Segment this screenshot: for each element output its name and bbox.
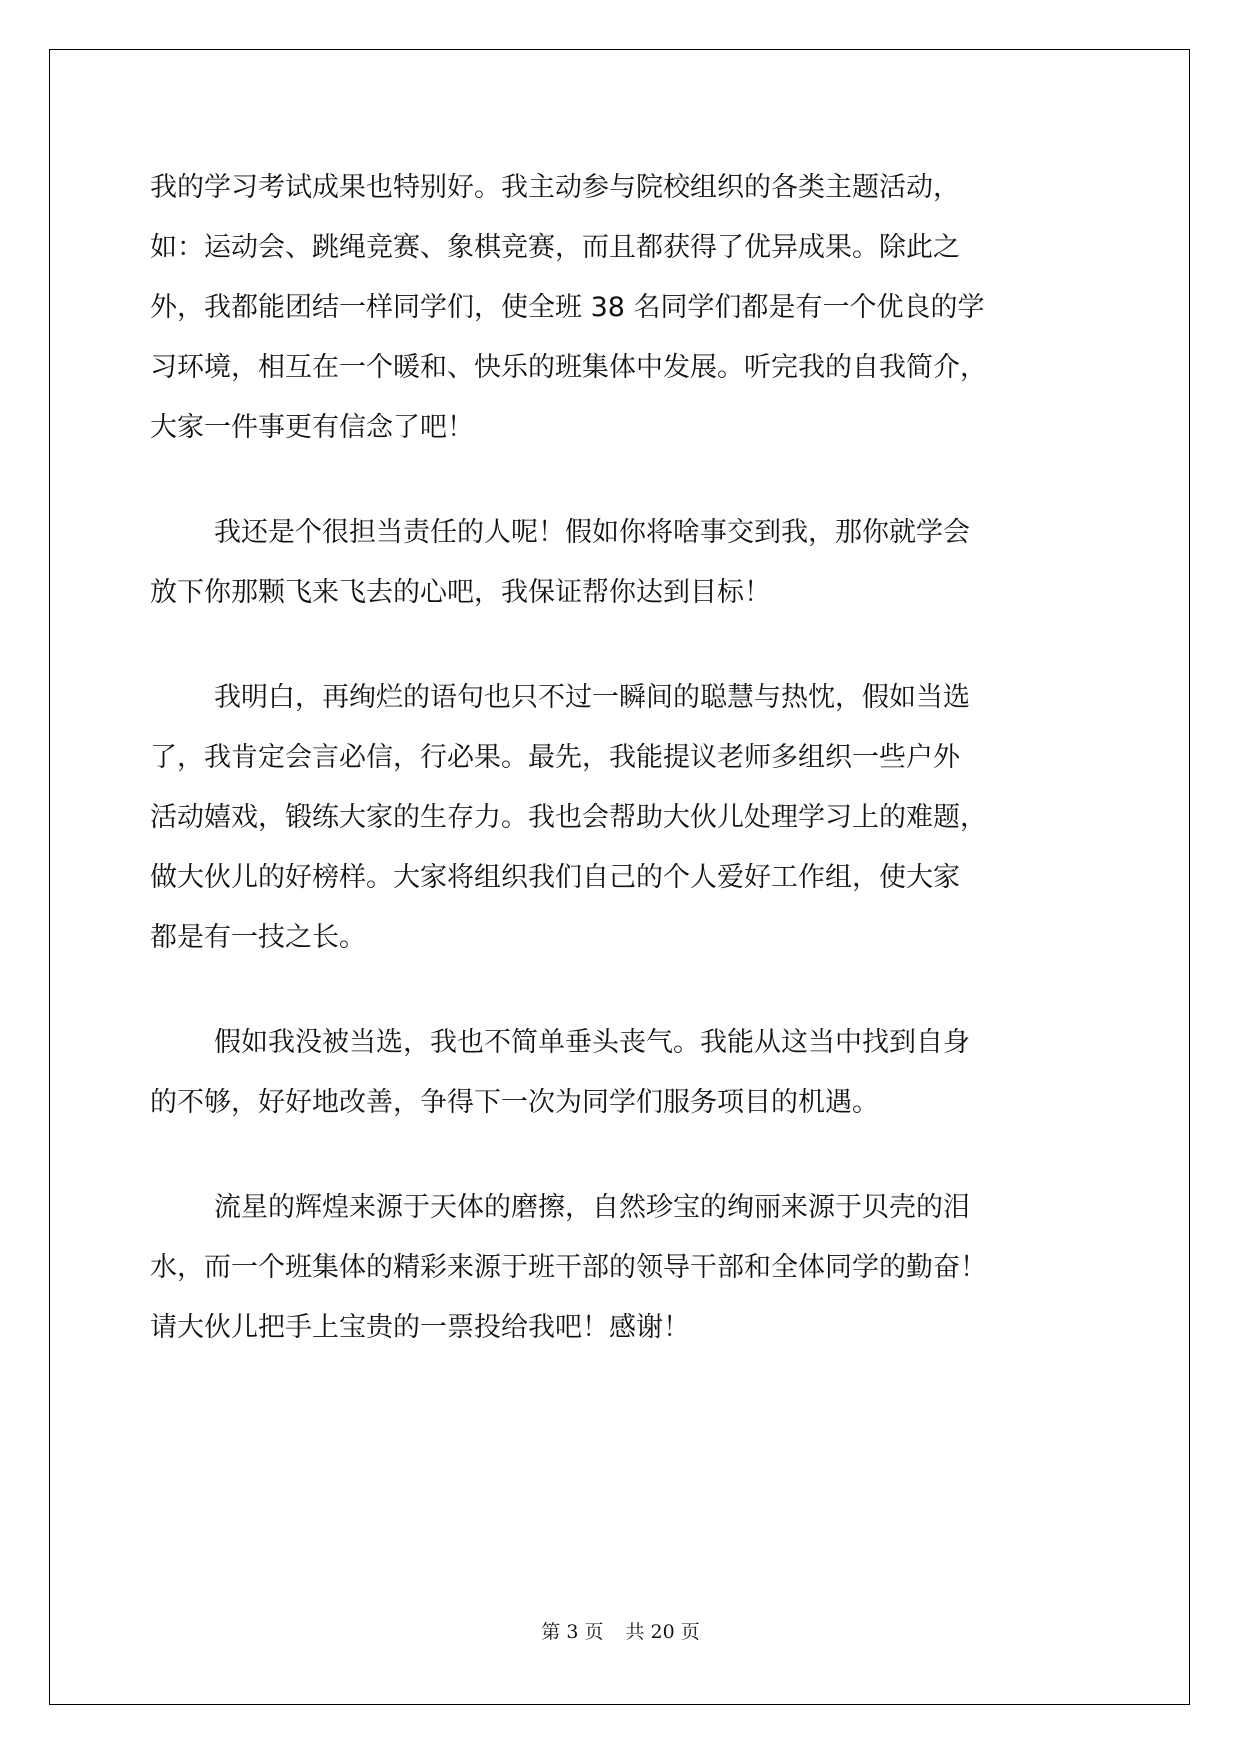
text-line: 我的学习考试成果也特别好。我主动参与院校组织的各类主题活动， <box>150 172 960 203</box>
text-line: 的不够，好好地改善，争得下一次为同学们服务项目的机遇。 <box>150 1087 879 1118</box>
text-line: 都是有一技之长。 <box>150 922 366 953</box>
text-line: 习环境，相互在一个暖和、快乐的班集体中发展。听完我的自我简介， <box>150 352 987 383</box>
text-line: 大家一件事更有信念了吧！ <box>150 412 474 443</box>
total-pages: 共 20 页 <box>625 1621 700 1643</box>
text-line: 了，我肯定会言必信，行必果。最先，我能提议老师多组织一些户外 <box>150 742 960 773</box>
paragraph <box>150 668 1090 968</box>
text-line: 水，而一个班集体的精彩来源于班干部的领导干部和全体同学的勤奋！ <box>150 1252 987 1283</box>
page-number: 第 3 页 <box>541 1621 604 1643</box>
text-line: 流星的辉煌来源于天体的磨擦，自然珍宝的绚丽来源于贝壳的泪 <box>214 1192 970 1223</box>
paragraph <box>150 158 1090 458</box>
paragraph <box>150 1178 1090 1358</box>
text-line: 请大伙儿把手上宝贵的一票投给我吧！感谢！ <box>150 1312 690 1343</box>
text-line: 外，我都能团结一样同学们，使全班 38 名同学们都是有一个优良的学 <box>150 292 985 323</box>
paragraph <box>150 1013 1090 1133</box>
text-line: 我明白，再绚烂的语句也只不过一瞬间的聪慧与热忱，假如当选 <box>214 682 970 713</box>
text-line: 我还是个很担当责任的人呢！假如你将啥事交到我，那你就学会 <box>214 517 970 548</box>
page-footer <box>0 1617 1241 1644</box>
text-line: 假如我没被当选，我也不简单垂头丧气。我能从这当中找到自身 <box>214 1027 970 1058</box>
text-line: 做大伙儿的好榜样。大家将组织我们自己的个人爱好工作组，使大家 <box>150 862 960 893</box>
paragraph <box>150 503 1090 623</box>
text-line: 如：运动会、跳绳竞赛、象棋竞赛，而且都获得了优异成果。除此之 <box>150 232 960 263</box>
text-line: 放下你那颗飞来飞去的心吧，我保证帮你达到目标！ <box>150 577 771 608</box>
text-line: 活动嬉戏，锻练大家的生存力。我也会帮助大伙儿处理学习上的难题， <box>150 802 987 833</box>
document-body <box>150 158 1090 1358</box>
